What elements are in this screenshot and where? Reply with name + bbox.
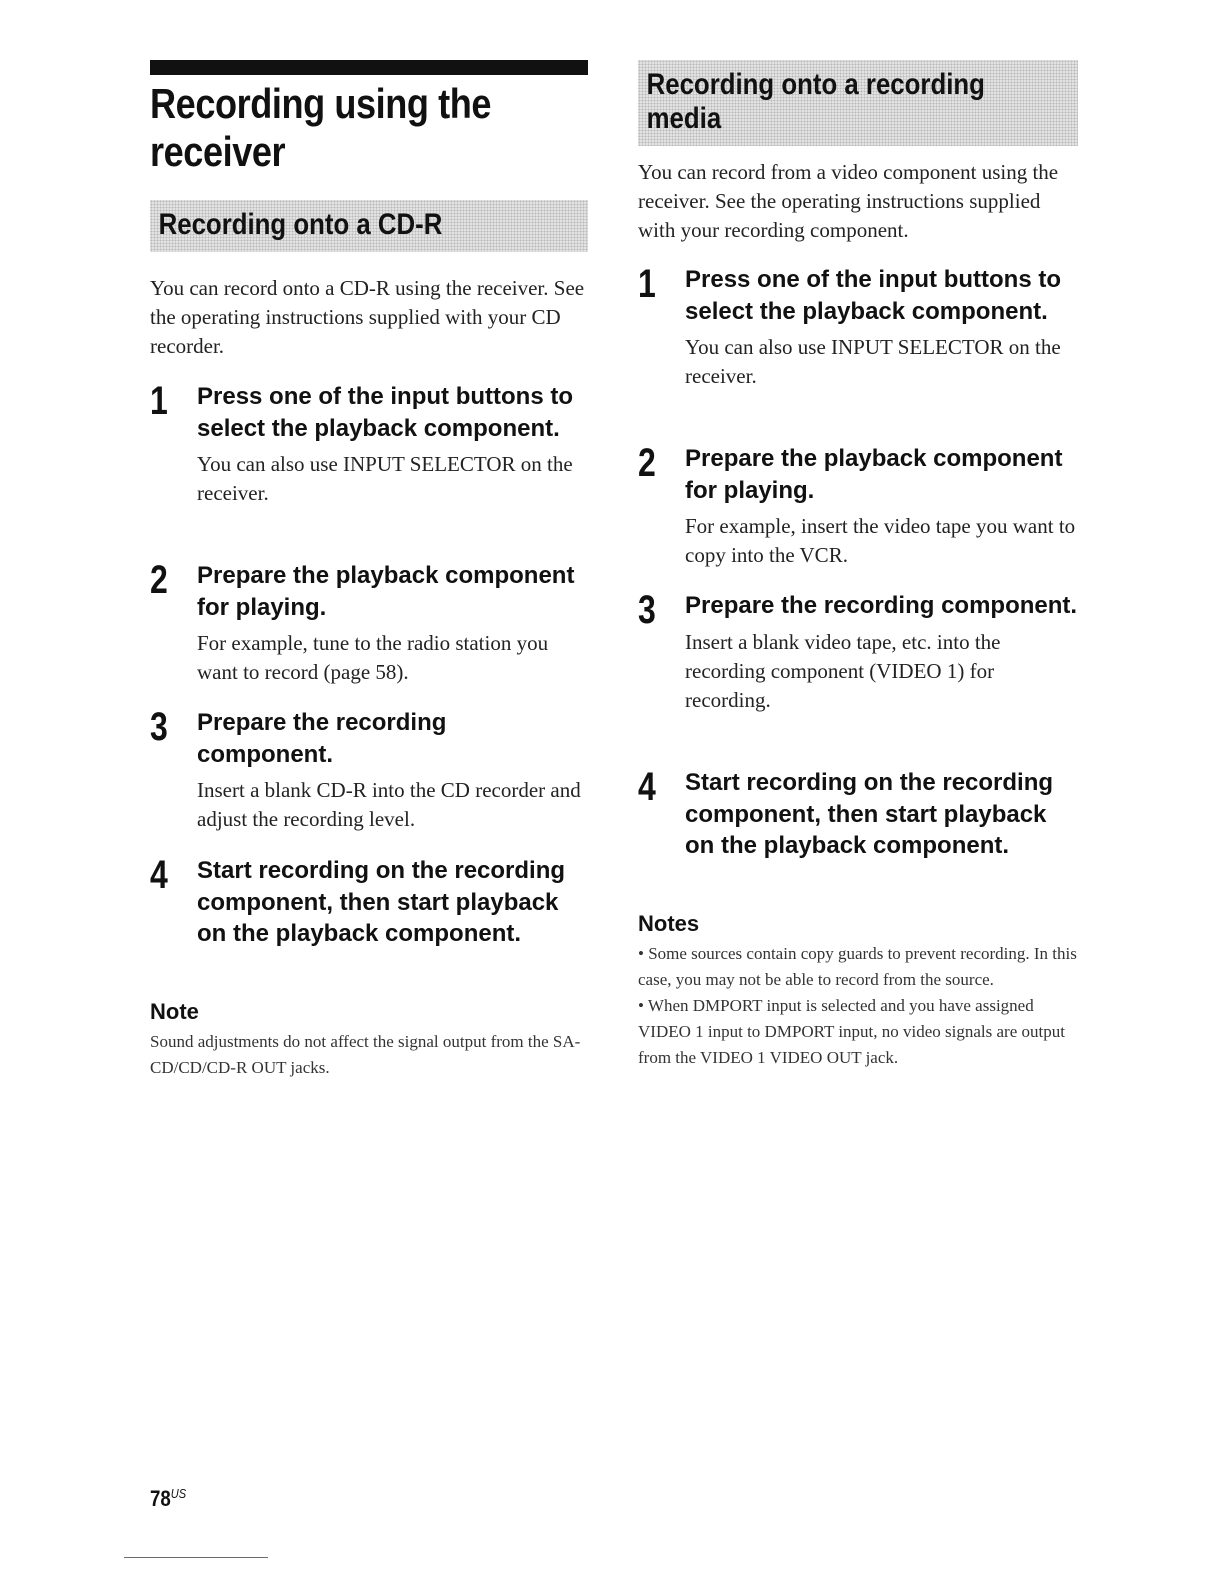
step-cdr-1 (150, 381, 588, 508)
step-heading: Prepare the recording component. (685, 592, 1078, 619)
intro-cdr: You can record onto a CD-R using the receiver. See the operating instructions supplied with your CD recorder. (150, 276, 585, 358)
step-body: For example, insert the video tape you want to copy into the VCR. (685, 514, 1076, 567)
step-number: 2 (150, 558, 168, 602)
note-item: • When DMPORT input is selected and you have assigned VIDEO 1 input to DMPORT input, no video signals are output from the VIDEO 1 VIDEO OUT jack. (638, 996, 1065, 1067)
step-number: 4 (150, 853, 168, 897)
step-body: Insert a blank CD-R into the CD recorder and adjust the recording level. (197, 778, 581, 831)
step-number: 3 (150, 705, 168, 749)
section-banner-media (638, 60, 1078, 146)
step-heading: Prepare the recording component. (197, 709, 447, 768)
note-text: Sound adjustments do not affect the signal output from the SA-CD/CD/CD-R OUT jacks. (150, 1032, 581, 1077)
step-heading: Start recording on the recording component, then start playback on the playback component. (197, 857, 566, 947)
page-number-value: 78 (150, 1486, 171, 1511)
step-body: You can also use INPUT SELECTOR on the receiver. (685, 335, 1061, 388)
notes-list (638, 941, 1078, 1071)
step-body: You can also use INPUT SELECTOR on the receiver. (197, 452, 573, 505)
step-heading: Prepare the playback component for playing. (685, 445, 1063, 504)
step-number: 1 (638, 262, 656, 306)
step-heading: Press one of the input buttons to select the playback component. (197, 383, 573, 442)
page-number (150, 1486, 186, 1512)
step-heading: Press one of the input buttons to select the playback component. (685, 266, 1061, 325)
step-cdr-3 (150, 707, 588, 834)
step-cdr-4 (150, 855, 588, 950)
footer-rule (124, 1557, 268, 1558)
note-item: • Some sources contain copy guards to prevent recording. In this case, you may not be able to record from the source. (638, 944, 1077, 989)
step-media-3 (638, 590, 1078, 715)
step-heading: Start recording on the recording component, then start playback on the playback component. (685, 769, 1054, 859)
note-heading: Note (150, 999, 199, 1024)
step-number: 3 (638, 588, 656, 632)
step-body: Insert a blank video tape, etc. into the recording component (VIDEO 1) for recording. (685, 629, 1001, 712)
step-number: 2 (638, 441, 656, 485)
notes-heading: Notes (638, 911, 700, 936)
title-rule (150, 60, 588, 75)
step-body: For example, tune to the radio station you want to record (page 58). (197, 631, 549, 684)
section-title-cdr: Recording onto a CD-R (158, 208, 443, 241)
step-cdr-2 (150, 560, 588, 687)
page-number-suffix: US (170, 1486, 187, 1501)
step-media-4 (638, 767, 1078, 862)
step-number: 1 (150, 379, 168, 423)
step-heading: Prepare the playback component for playing. (197, 562, 575, 621)
intro-media: You can record from a video component using the receiver. See the operating instructions supplied with your recording component. (638, 160, 1059, 242)
step-media-2 (638, 443, 1078, 570)
page-title: Recording using the receiver (150, 80, 492, 175)
section-banner-cdr (150, 200, 588, 252)
step-number: 4 (638, 765, 656, 809)
section-title-media: Recording onto a recording media (646, 68, 985, 135)
step-media-1 (638, 264, 1078, 391)
